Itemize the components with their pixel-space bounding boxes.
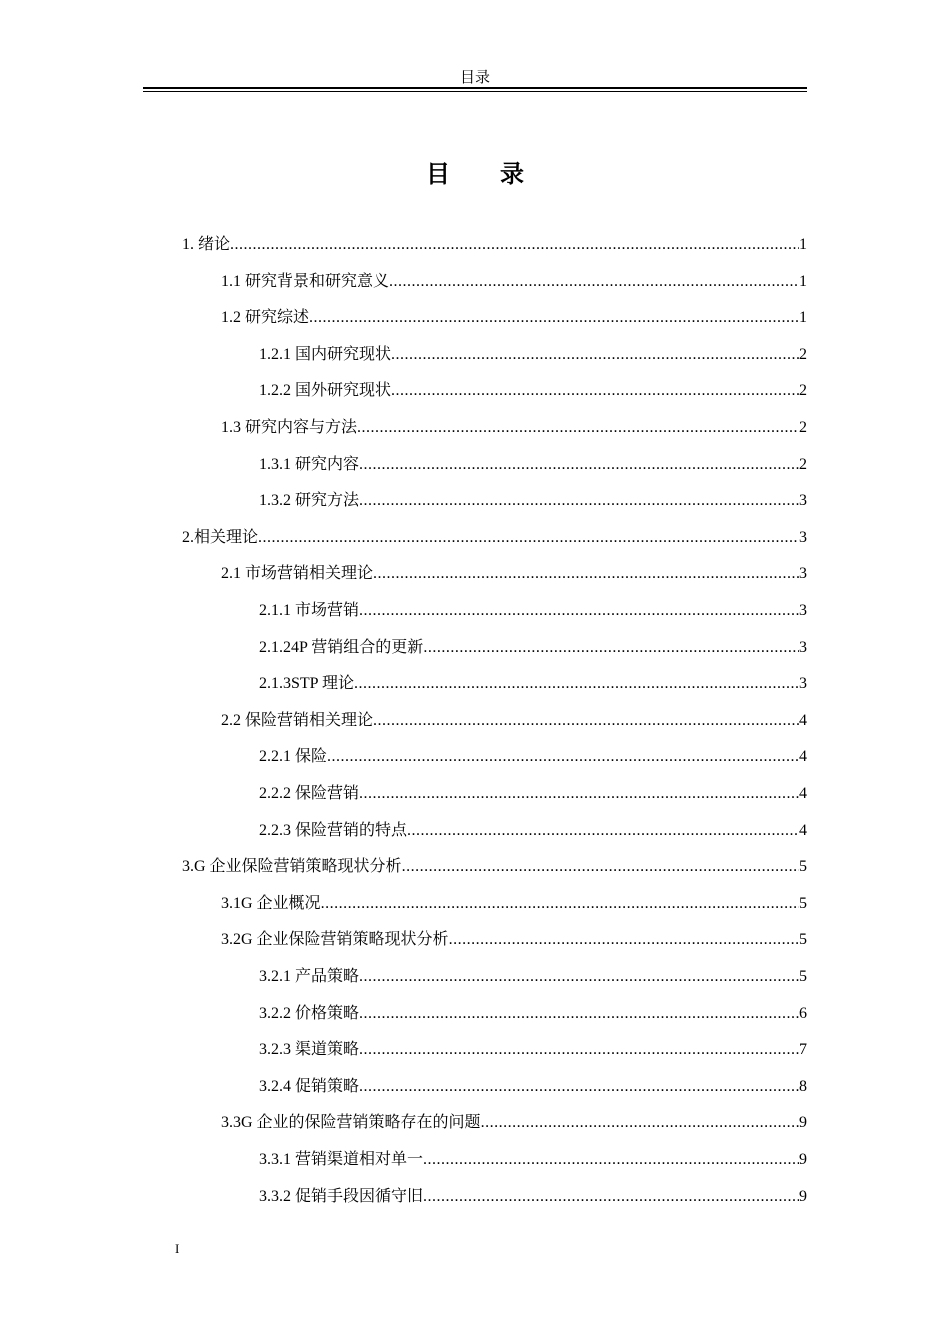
toc-entry[interactable] <box>259 1038 807 1062</box>
toc-entry[interactable] <box>259 1148 807 1172</box>
toc-dot-leader <box>359 489 799 513</box>
toc-entry-page: 3 <box>799 638 807 656</box>
toc-entry-label: 3.2.4 促销策略 <box>259 1077 360 1095</box>
toc-entry-page: 3 <box>799 528 807 546</box>
toc-entry-page: 2 <box>799 419 807 436</box>
toc-entry[interactable] <box>259 745 807 769</box>
toc-entry-page: 1 <box>799 272 807 290</box>
toc-entry[interactable] <box>259 819 807 843</box>
toc-dot-leader <box>359 1038 799 1062</box>
toc-dot-leader <box>407 819 799 843</box>
toc-entry-page: 4 <box>799 711 807 729</box>
toc-entry-label: 2.2.2 保险营销 <box>259 785 360 802</box>
toc-entry[interactable] <box>259 343 807 367</box>
toc-entry-label: 2.2.1 保险 <box>259 748 328 766</box>
toc-dot-leader <box>373 562 799 586</box>
toc-entry-label: 2.2.3 保险营销的特点 <box>259 821 408 839</box>
toc-entry-page: 4 <box>799 821 807 839</box>
toc-entry[interactable] <box>259 636 807 660</box>
toc-entry[interactable] <box>259 782 807 806</box>
toc-entry-label: 3.2.1 产品策略 <box>259 968 360 985</box>
toc-entry-label: 2.1.24P 营销组合的更新 <box>259 638 424 656</box>
toc-entry-label: 1.2.2 国外研究现状 <box>259 382 392 400</box>
toc-dot-leader <box>258 526 799 550</box>
toc-entry-label: 3.G 企业保险营销策略现状分析 <box>182 858 402 876</box>
toc-entry-page: 4 <box>799 748 807 766</box>
toc-dot-leader <box>354 672 799 696</box>
toc-entry-page: 9 <box>799 1187 807 1205</box>
header-rule-thin <box>143 91 807 92</box>
toc-dot-leader <box>423 1185 799 1209</box>
toc-dot-leader <box>389 270 799 294</box>
header-rule-thick <box>143 87 807 89</box>
toc-dot-leader <box>359 599 799 623</box>
toc-entry-page: 3 <box>799 565 807 583</box>
toc-dot-leader <box>391 379 799 403</box>
toc-entry-label: 1.2 研究综述 <box>221 309 310 327</box>
toc-entry[interactable] <box>221 306 807 330</box>
toc-dot-leader <box>423 636 799 660</box>
toc-entry-page: 2 <box>799 382 807 400</box>
toc-entry-page: 2 <box>799 345 807 363</box>
toc-entry-label: 2.1 市场营销相关理论 <box>221 565 374 583</box>
toc-dot-leader <box>359 1075 799 1099</box>
toc-entry-page: 5 <box>799 968 807 985</box>
toc-title: 目 录 <box>426 162 546 188</box>
toc-dot-leader <box>359 453 799 477</box>
toc-entry-page: 3 <box>799 492 807 510</box>
toc-dot-leader <box>481 1111 799 1135</box>
toc-dot-leader <box>359 1002 799 1026</box>
toc-entry-page: 1 <box>799 236 807 253</box>
toc-dot-leader <box>391 343 799 367</box>
toc-entry[interactable] <box>182 526 807 550</box>
toc-entry-label: 2.1.1 市场营销 <box>259 602 360 619</box>
toc-entry[interactable] <box>259 1075 807 1099</box>
toc-entry-label: 2.相关理论 <box>182 528 259 546</box>
toc-entry[interactable] <box>182 233 807 257</box>
toc-entry[interactable] <box>221 892 807 916</box>
toc-dot-leader <box>230 233 799 257</box>
toc-entry-page: 5 <box>799 858 807 876</box>
toc-entry[interactable] <box>221 928 807 952</box>
toc-entry-label: 3.1G 企业概况 <box>221 894 321 912</box>
toc-entry[interactable] <box>259 1002 807 1026</box>
toc-entry[interactable] <box>259 379 807 403</box>
toc-entry[interactable] <box>259 672 807 696</box>
toc-entry-page: 8 <box>799 1077 807 1095</box>
toc-entry-label: 2.2 保险营销相关理论 <box>221 711 374 729</box>
toc-entry-label: 2.1.3STP 理论 <box>259 675 354 693</box>
toc-entry-page: 2 <box>799 455 807 473</box>
toc-dot-leader <box>321 892 799 916</box>
toc-dot-leader <box>359 965 799 989</box>
toc-entry-label: 3.3.2 促销手段因循守旧 <box>259 1187 424 1205</box>
toc-entry-label: 3.2G 企业保险营销策略现状分析 <box>221 931 449 949</box>
toc-entry-label: 3.2.3 渠道策略 <box>259 1041 360 1059</box>
toc-dot-leader <box>449 928 799 952</box>
toc-dot-leader <box>327 745 799 769</box>
toc-entry-page: 3 <box>799 602 807 619</box>
toc-entry-label: 1.1 研究背景和研究意义 <box>221 272 390 290</box>
toc-entry-label: 1.3 研究内容与方法 <box>221 419 358 436</box>
toc-entry[interactable] <box>259 489 807 513</box>
toc-dot-leader <box>359 782 799 806</box>
toc-entry-page: 7 <box>799 1041 807 1059</box>
toc-dot-leader <box>423 1148 799 1172</box>
toc-entry[interactable] <box>259 965 807 989</box>
toc-entry[interactable] <box>221 270 807 294</box>
toc-entry[interactable] <box>259 1185 807 1209</box>
toc-entry[interactable] <box>221 1111 807 1135</box>
page-number: I <box>175 1241 180 1256</box>
toc-entry-page: 1 <box>799 309 807 327</box>
toc-entry[interactable] <box>259 599 807 623</box>
toc-entry[interactable] <box>259 453 807 477</box>
toc-entry-page: 5 <box>799 931 807 949</box>
toc-entry-label: 1. 绪论 <box>182 236 231 253</box>
toc-entry-page: 6 <box>799 1004 807 1022</box>
running-header: 目录 <box>459 70 490 86</box>
toc-entry-page: 3 <box>799 675 807 693</box>
toc-entry[interactable] <box>221 562 807 586</box>
toc-entry-label: 1.3.2 研究方法 <box>259 492 360 510</box>
toc-entry-page: 9 <box>799 1114 807 1132</box>
toc-dot-leader <box>373 709 799 733</box>
toc-entry-label: 3.3.1 营销渠道相对单一 <box>259 1151 424 1168</box>
toc-entry[interactable] <box>221 709 807 733</box>
toc-dot-leader <box>309 306 799 330</box>
toc-entry-page: 9 <box>799 1151 807 1168</box>
toc-entry-label: 3.3G 企业的保险营销策略存在的问题 <box>221 1114 481 1132</box>
toc-entry-page: 5 <box>799 894 807 912</box>
toc-entry-label: 1.2.1 国内研究现状 <box>259 345 392 363</box>
toc-entry-page: 4 <box>799 785 807 802</box>
toc-entry-label: 3.2.2 价格策略 <box>259 1004 360 1022</box>
toc-dot-leader <box>402 855 799 879</box>
toc-dot-leader <box>357 416 799 440</box>
toc-entry-label: 1.3.1 研究内容 <box>259 455 360 473</box>
toc-entry[interactable] <box>182 855 807 879</box>
toc-entry[interactable] <box>221 416 807 440</box>
